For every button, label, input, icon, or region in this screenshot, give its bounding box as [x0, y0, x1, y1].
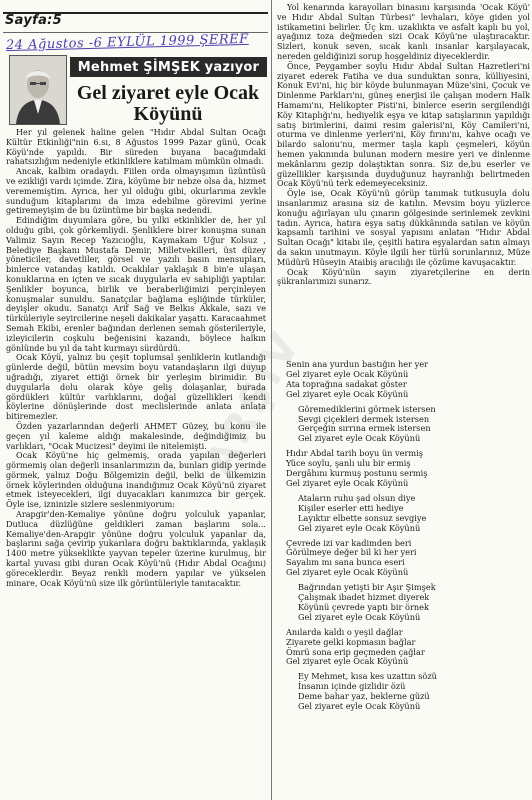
poem-line: Sayalım mı sana bunca eseri	[286, 557, 405, 568]
poem-line: Gel ziyaret eyle Ocak Köyünü	[298, 433, 421, 444]
author-photo	[9, 55, 67, 125]
poem-stanza	[286, 405, 526, 445]
poem-line: Gel ziyaret eyle Ocak Köyünü	[298, 522, 421, 533]
poem-line: Senin ana yurdun bastığın her yer	[286, 359, 429, 369]
article-left-column	[6, 128, 266, 588]
poem-stanza	[286, 449, 526, 489]
poem-line: Bağrından yetişti bir Aşır Şimşek	[298, 582, 436, 593]
poem-line: Gerçeğin sırrına ermek istersen	[298, 423, 431, 434]
poem-line: Ömrü sona erip geçmeden çağlar	[286, 646, 425, 657]
article-paragraph: Yol kenarında karayolları binasını karşısında 'Ocak Köyü' ve Hıdır Abdal Sultan Türbesi" levhaları, köye giden yol istikametini belirler. Üç km. uzaklıkta ve asfalt kaplı bu yol, ayağınız toza değmeden sizi Ocak Köyü'ne ulaştıracaktır. Sizleri, konuk seven, sıcak kanlı insanlar karşılayacak, nereden geldiğinizi sorup hoşgeldiniz diyeceklerdir.	[277, 2, 530, 61]
article-paragraph: Önce, Peygamber soylu Hıdır Abdal Sultan Hazretleri'ni ziyaret ederek Fatiha ve dua sunduktan sonra, külliyesini, Konuk Evi'ni, hiç bir köyde bulunmayan Müze'sini, Çocuk ve Dinlenme Parkları'nı, güneş enerjisi ile çalışan modern Halk Hamamı'nı, Helikopter Pisti'ni, binlerce eserin sergilendiği Köy Kitaplığı'nı, hediyelik eşya ve kitap satışlarının yapıldığı satış birimlerini, daimi resim galerisi'ni, Köy Camileri'ni, oturma ve dinlenme yerleri'ni, Köy fırını'nı, kahve ocağı ve bilardo salonu'nu, mermer taşla kaplı çeşmeleri, köyün hemen yakınında bulunan modern mesire yeri ve dinlenme mekânlarını gezip dolaştıktan sonra. Siz de,bu eserler ve güzellikler karşısında duyduğunuz hayranlığı belirtmeden Ocak Köyü'nü terk edemeyeceksiniz.	[277, 60, 530, 189]
poem-stanza	[286, 494, 526, 534]
author-portrait-icon	[10, 56, 66, 124]
poem-line: Göremediklerini görmek istersen	[298, 403, 436, 414]
article-paragraph: Özden yazarlarından değerli AHMET Güzey, bu konu ile geçen yıl kaleme aldığı makalesinde, değindiğimiz bu varlıkları, "Ocak Mucizesi" deyimi ile nitelemişti.	[6, 420, 266, 451]
poem-line: Gel ziyaret eyle Ocak Köyünü	[286, 368, 409, 379]
poem-line: İnsanın içinde gizlidir özü	[298, 681, 406, 692]
column-divider	[271, 0, 272, 800]
poem-line: Gel ziyaret eyle Ocak Köyünü	[286, 567, 409, 578]
poem-line: Gel ziyaret eyle Ocak Köyünü	[298, 701, 421, 712]
poem-line: Gel ziyaret eyle Ocak Köyünü	[298, 611, 421, 622]
poem-stanza	[286, 672, 526, 712]
article-paragraph: Ocak Köyü'ne hiç gelmemiş, orada yapılan değerleri görmemiş olan değerli insanlarımızın da, bunları gidip yerinde görmek, yalnız Doğu Bölgemizin değil, belki de ülkemizin örnek köylerinden olduğuna inandığımız Ocak Köyü'nü ziyaret etmek isteyecekleri, ilgi duyacakları kanımızca bir gerçek. Öyle ise, izninizle sizlere seslenmiyorum:	[6, 450, 266, 510]
poem-line: Sevgi çiçekleri dermek istersen	[298, 413, 430, 424]
poem-line: Ziyarete gelki kopmasın bağlar	[286, 636, 416, 647]
poem-line: Çevrede izi var kadimden beri	[286, 537, 412, 548]
poem-line: Ataların ruhu şad olsun diye	[298, 492, 416, 503]
poem	[286, 360, 526, 717]
poem-line: Ey Mehmet, kısa kes uzattın sözü	[298, 671, 437, 682]
article-headline: Gel ziyaret eyle Ocak Köyünü	[76, 82, 260, 125]
author-byline: Mehmet ŞİMŞEK yazıyor	[70, 57, 267, 77]
poem-line: Çalışmak ibadet hizmet diyerek	[298, 592, 430, 603]
article-paragraph: Öyle ise, Ocak Köyü'nü görüp tanımak tutkusuyla dolu insanlarımız arasına siz de katılın. Mevsim boyu yüzlerce konuğu ağırlayan ulu çınarın gölgesinde serinlemek zevkini tadın. Ayrıca, hatıra eşya satış dükkânında satılan ve köyün kapsamlı tarihini ve sosyal yapısını anlatan "Hıdır Abdal Sultan Ocağı" kitabı ile, çeşitli hatıra eşyalardan satın almayı da sakın unutmayın. Köyle ilgili her türlü sorunlarınız, Müze Müdürü Hüseyin Ataibiş aracılığı ile çözüme kavuşacaktır.	[277, 188, 530, 267]
poem-line: Deme bahar yaz, beklerne güzü	[298, 691, 430, 702]
poem-stanza	[286, 539, 526, 579]
article-paragraph: Edindiğim duyumlara göre, bu yılki etkinlikler de, her yıl olduğu gibi, çok görkemliydi. Şenliklere birer konuşma sunan Valimiz Sayın Recep Yazıcıoğlu, Kaymakam Uğur Kolsuz , Belediye Başkanı Mustafa Demir, Milletvekilleri, üst düzey yöneticiler, davetliler, görsel ve yazılı basın mensupları, binlerce vatandaş katıldı. Ocaklılar yaklaşık 8 bin'e ulaşan konuklarına en içten ve sıcak duygularla ev sahipliği yaptılar. Şenlikler boyunca, birlik ve beraberliğimizi perçinleyen konuşmalar sunuldu. Sanatçılar bağlama eşliğinde türküler, deyişler okudu. Sanatçı Arif Sağ ve Belkıs Akkale, sazı ve türküleriyle seyircilerine neşeli dakikalar yaşattı. Karacaahmet Semah Ekibi, erenler bağından derlenen semah gösterileriyle, izleyicilerin coşkulu beğenisini kazandı, böylece halkın gönlünde bu yıl da taht kurmayı sürdürdü.	[6, 215, 266, 353]
poem-line: Gel ziyaret eyle Ocak Köyünü	[286, 656, 409, 667]
poem-line: Ata toprağına sadakat göster	[286, 378, 407, 389]
article-paragraph: Her yıl gelenek haline gelen "Hıdır Abdal Sultan Ocağı Kültür Etkinliği"nin 6.sı, 8 Ağustos 1999 Pazar günü, Ocak Köyü'nde yapıldı. Bir süreden buyana bacağımdaki rahatsızlığım nedeniyle etkinliklere katılmam mümkün olmadı.	[6, 127, 266, 167]
poem-line: Gel ziyaret eyle Ocak Köyünü	[286, 388, 409, 399]
article-paragraph: Ocak Köyü'nün sayın ziyaretçilerine en derin şükranlarımızı sunarız.	[277, 266, 530, 287]
article-right-column	[277, 3, 530, 287]
poem-stanza	[286, 360, 526, 400]
watermark-stamp: ARŞİV	[196, 323, 311, 483]
page-number-label: Sayfa:5	[5, 13, 62, 28]
poem-line: Kişiler eserler etti hediye	[298, 502, 404, 513]
poem-stanza	[286, 583, 526, 623]
article-paragraph: Arapgir'den-Kemaliye yönüne doğru yolculuk yapanlar, Dutluca düzlüğüne geldikleri zaman başlarını sola... Kemaliye'den-Arapgir yönüne doğru yolculuk yapanlar da, başlarını sağa çevirip yukarılara doğru baktıklarında, yaklaşık 1400 metre yükseklikte yayvan tepeler üzerine kurulmuş, bir kartal yuvası gibi duran Ocak Köyü'nü (Hıdır Abdal Ocağını) göreceklerdir. Beyaz renkli modern yapılar ve yükselen minare, Ocak Köyü'nü size ilk görüntüleriyle tanıtacaktır.	[6, 509, 266, 588]
poem-line: Anılarda kaldı o yeşil dağlar	[286, 626, 403, 637]
poem-line: Layıktır elbette sonsuz sevgiye	[298, 512, 427, 523]
poem-line: Dergâhını kurmuş postunu sermiş	[286, 468, 428, 479]
poem-line: Hıdır Abdal tarih boyu ün vermiş	[286, 448, 424, 459]
poem-stanza	[286, 628, 526, 668]
article-paragraph: Ancak, kalbim oradaydı. Fiilen orda olmayışımın üzüntüsü ve ezikliği vardı içimde. Zira, köyüme bir nebze olsa da, hizmet verememiştim. Ayrıca, her yıl olduğu gibi, okurlarıma zevkle sunduğum kitaplarımı da imza edebilme görevimi yerine getiremeyişim de bu üzüntüme bir başka nedendi.	[6, 166, 266, 216]
poem-line: Köyünü çevrede yaptı bir örnek	[298, 601, 429, 612]
handwritten-date: 24 Ağustos -6 EYLÜL 1999 ŞEREF	[5, 31, 249, 54]
poem-line: Gel ziyaret eyle Ocak Köyünü	[286, 477, 409, 488]
poem-line: Görülmeye değer bil ki her yeri	[286, 547, 417, 558]
article-paragraph: Ocak Köyü, yalnız bu çeşit toplumsal şenliklerin kutlandığı günlerde değil, bütün mevsim boyu vatandaşların ilgi duyup uğradığı, ziyaret ettiği örnek bir yerleşim birimidir. Bu duygularla dolu olarak köye geliş dolaşanlar, burada gördükleri kültür varlıklarını, doğal güzellikleri kendi köylerine dönüşlerinde dost meclislerinde anlata anlata bitiremezler.	[6, 352, 266, 422]
poem-line: Yüce soylu, şanlı ulu bir ermiş	[286, 458, 411, 469]
